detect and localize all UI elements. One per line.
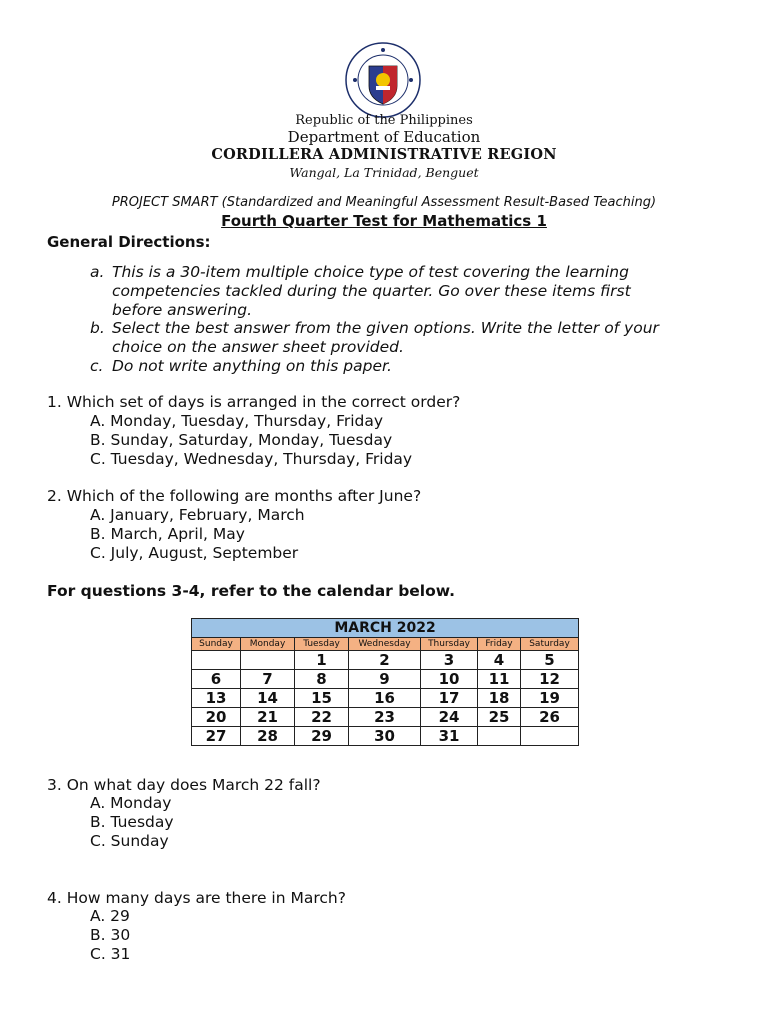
- calendar-date: 29: [295, 727, 349, 746]
- march-calendar: [191, 618, 579, 746]
- direction-line: before answering.: [112, 301, 253, 319]
- direction-a: [90, 263, 732, 320]
- calendar-date: 3: [421, 651, 478, 670]
- directions-heading: General Directions:: [47, 233, 211, 251]
- question-4: 4. How many days are there in March?: [47, 889, 346, 907]
- calendar-date: 15: [295, 689, 349, 708]
- calendar-date: 4: [478, 651, 521, 670]
- calendar-week: [192, 670, 579, 689]
- direction-letter: c.: [90, 357, 104, 375]
- project-title: PROJECT SMART (Standardized and Meaningful Assessment Result-Based Teaching): [111, 195, 657, 210]
- direction-letter: b.: [90, 319, 105, 337]
- calendar-date: 28: [241, 727, 295, 746]
- calendar-week: [192, 727, 579, 746]
- calendar-date: 8: [295, 670, 349, 689]
- calendar-day-header: Tuesday: [295, 638, 349, 651]
- question-1-option: A. Monday, Tuesday, Thursday, Friday: [90, 412, 384, 430]
- question-3-option: B. Tuesday: [90, 813, 174, 831]
- direction-line: Select the best answer from the given options. Write the letter of your: [112, 319, 659, 337]
- direction-line: This is a 30-item multiple choice type of test covering the learning: [112, 263, 629, 281]
- calendar-date: 1: [295, 651, 349, 670]
- calendar-date: 21: [241, 708, 295, 727]
- calendar-date: [521, 727, 579, 746]
- calendar-date: 11: [478, 670, 521, 689]
- calendar-date: 23: [349, 708, 421, 727]
- calendar-date: 12: [521, 670, 579, 689]
- calendar-day-header: Wednesday: [349, 638, 421, 651]
- deped-seal-icon: [345, 42, 421, 118]
- direction-b: [90, 319, 732, 357]
- header-address: Wangal, La Trinidad, Benguet: [289, 165, 479, 180]
- question-2-option: A. January, February, March: [90, 506, 305, 524]
- calendar-date: [241, 651, 295, 670]
- calendar-date: 24: [421, 708, 478, 727]
- question-2: 2. Which of the following are months after June?: [47, 487, 422, 505]
- header-republic: Republic of the Philippines: [295, 113, 473, 128]
- calendar-date: [478, 727, 521, 746]
- calendar-date: 30: [349, 727, 421, 746]
- calendar-day-header: Sunday: [192, 638, 241, 651]
- calendar-date: [192, 651, 241, 670]
- calendar-date: 16: [349, 689, 421, 708]
- calendar-title: MARCH 2022: [192, 619, 579, 638]
- calendar-day-header: Saturday: [521, 638, 579, 651]
- direction-line: choice on the answer sheet provided.: [112, 338, 404, 356]
- calendar-note: For questions 3-4, refer to the calendar below.: [47, 582, 455, 600]
- calendar-date: 18: [478, 689, 521, 708]
- question-4-option: A. 29: [90, 907, 130, 925]
- calendar-date: 9: [349, 670, 421, 689]
- calendar-date: 17: [421, 689, 478, 708]
- test-title: Fourth Quarter Test for Mathematics 1: [221, 212, 547, 230]
- calendar-day-header: Friday: [478, 638, 521, 651]
- calendar-date: 5: [521, 651, 579, 670]
- calendar-date: 27: [192, 727, 241, 746]
- calendar-date: 13: [192, 689, 241, 708]
- question-2-option: B. March, April, May: [90, 525, 245, 543]
- question-3-option: A. Monday: [90, 794, 172, 812]
- question-4-option: C. 31: [90, 945, 131, 963]
- question-4-option: B. 30: [90, 926, 131, 944]
- calendar-date: 2: [349, 651, 421, 670]
- direction-line: Do not write anything on this paper.: [112, 357, 392, 375]
- direction-c: [90, 357, 732, 376]
- calendar-date: 26: [521, 708, 579, 727]
- calendar-day-header: Thursday: [421, 638, 478, 651]
- calendar-week: [192, 689, 579, 708]
- question-3: 3. On what day does March 22 fall?: [47, 776, 321, 794]
- calendar-date: 19: [521, 689, 579, 708]
- direction-line: competencies tackled during the quarter. Go over these items first: [112, 282, 631, 300]
- calendar-date: 22: [295, 708, 349, 727]
- question-1-option: C. Tuesday, Wednesday, Thursday, Friday: [90, 450, 413, 468]
- calendar-date: 31: [421, 727, 478, 746]
- header-region: CORDILLERA ADMINISTRATIVE REGION: [211, 146, 557, 163]
- calendar-date: 7: [241, 670, 295, 689]
- direction-letter: a.: [90, 263, 105, 281]
- calendar-date: 10: [421, 670, 478, 689]
- calendar-week: [192, 651, 579, 670]
- question-1: 1. Which set of days is arranged in the correct order?: [47, 393, 461, 411]
- header-department: Department of Education: [287, 128, 481, 146]
- calendar-date: 20: [192, 708, 241, 727]
- question-3-option: C. Sunday: [90, 832, 169, 850]
- calendar-day-header: Monday: [241, 638, 295, 651]
- calendar-date: 6: [192, 670, 241, 689]
- calendar-date: 25: [478, 708, 521, 727]
- calendar-week: [192, 708, 579, 727]
- calendar-date: 14: [241, 689, 295, 708]
- question-2-option: C. July, August, September: [90, 544, 299, 562]
- question-1-option: B. Sunday, Saturday, Monday, Tuesday: [90, 431, 393, 449]
